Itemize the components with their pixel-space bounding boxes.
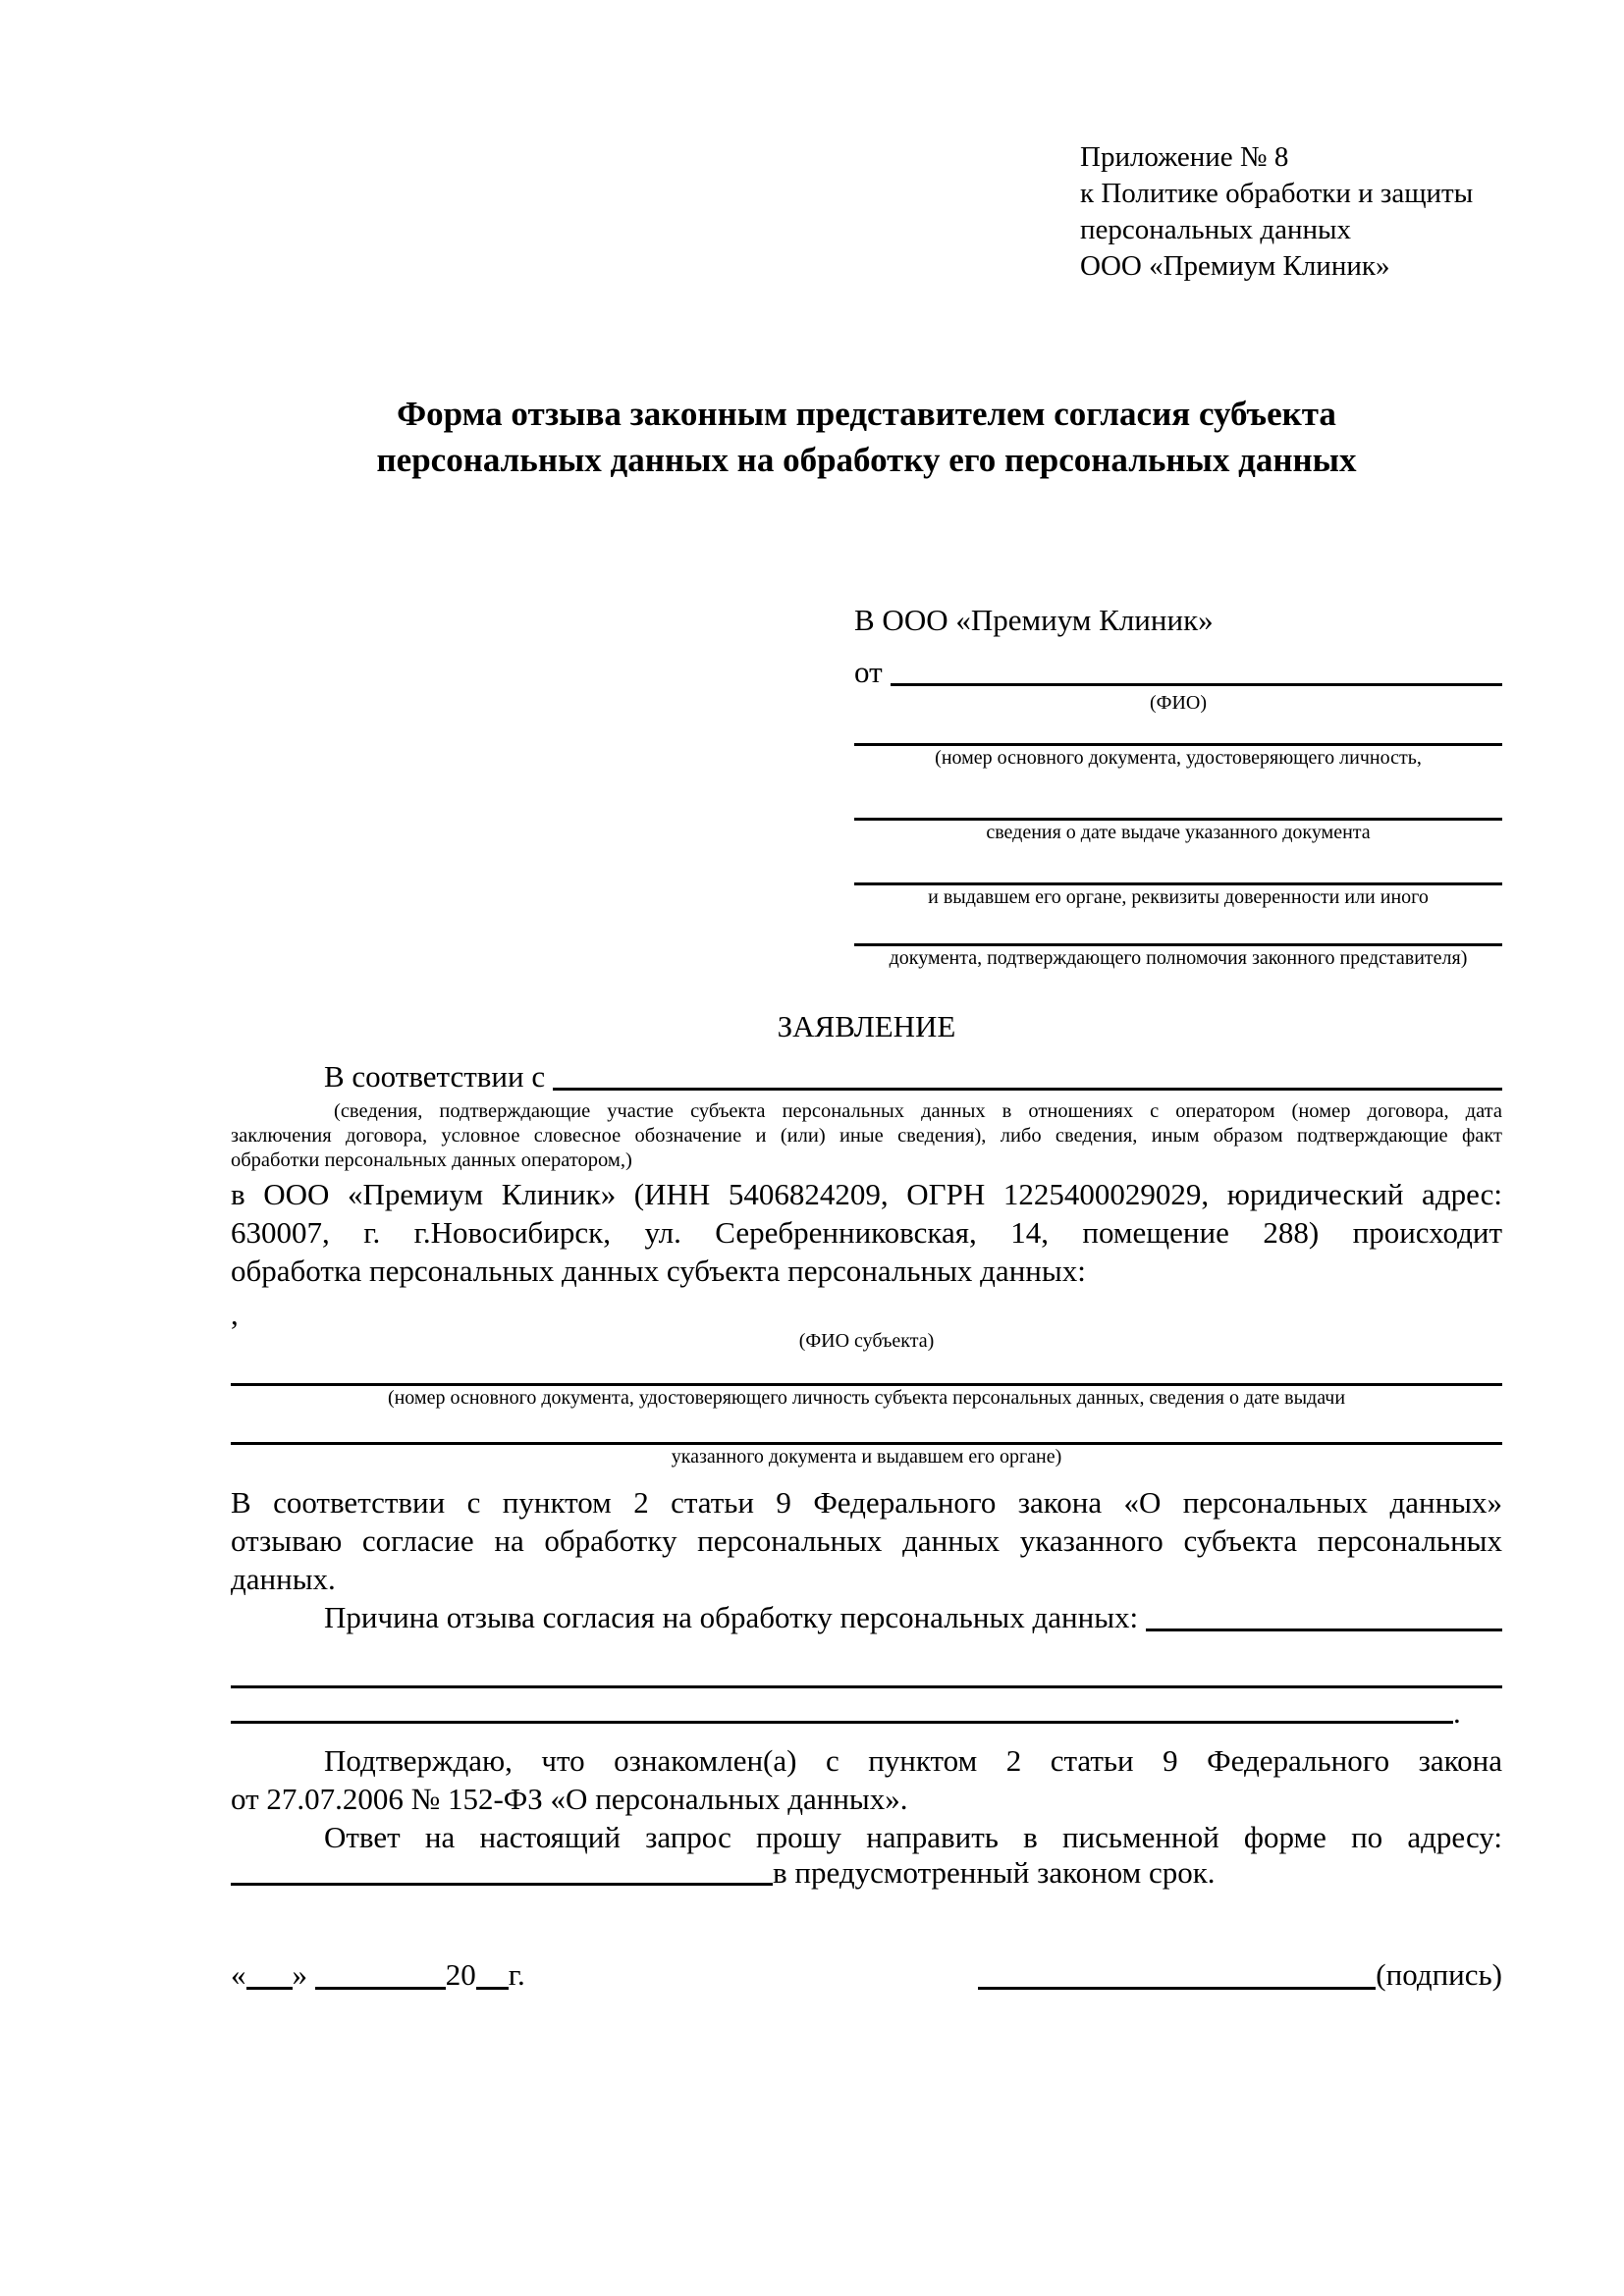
withdrawal-line-2: отзываю согласие на обработку персональных данных указанного субъекта персональных bbox=[231, 1523, 1502, 1558]
from-label: от bbox=[854, 655, 883, 689]
fio-caption: (ФИО) bbox=[1149, 692, 1207, 714]
date-year-suffix: г. bbox=[508, 1957, 525, 1992]
subject-doc-group-1 bbox=[231, 1381, 1502, 1411]
intro-note bbox=[231, 1099, 1502, 1173]
signature-group bbox=[978, 1955, 1502, 1994]
date-year-prefix: 20 bbox=[445, 1957, 476, 1992]
date-day-blank bbox=[246, 1965, 293, 1990]
intro-note-line-2: заключения договора, условное словесное обозначение и (или) иные сведения), либо сведения, иным образом подтверждающие факт bbox=[231, 1125, 1502, 1147]
date-close-quote: » bbox=[292, 1957, 307, 1992]
from-blank-line bbox=[891, 653, 1502, 686]
field-group-4 bbox=[854, 941, 1502, 971]
operator-line-1: в ООО «Премиум Клиник» (ИНН 5406824209, ОГРН 1225400029029, юридический адрес: bbox=[231, 1177, 1502, 1211]
intro-note-line-1: (сведения, подтверждающие участие субъекта персональных данных в отношениях с оператором (номер договора, дата bbox=[334, 1100, 1502, 1122]
field-group-2 bbox=[854, 816, 1502, 845]
appendix-line-1: Приложение № 8 bbox=[1080, 141, 1289, 173]
appendix-line-2: к Политике обработки и защиты bbox=[1080, 178, 1474, 209]
operator-line-2: 630007, г. г.Новосибирск, ул. Серебренниковская, 14, помещение 288) происходит bbox=[231, 1215, 1502, 1250]
operator-line-3: обработка персональных данных субъекта персональных данных: bbox=[231, 1254, 1086, 1288]
confirm-paragraph bbox=[231, 1741, 1502, 1818]
field-group-3 bbox=[854, 881, 1502, 910]
blank-line-period: . bbox=[1453, 1695, 1461, 1730]
confirm-line-2: от 27.07.2006 № 152-ФЗ «О персональных данных». bbox=[231, 1782, 908, 1816]
withdrawal-line-1: В соответствии с пунктом 2 статьи 9 Федерального закона «О персональных данных» bbox=[231, 1485, 1502, 1520]
response-paragraph bbox=[231, 1818, 1502, 1890]
signature-blank-line bbox=[978, 1965, 1376, 1990]
reason-blank-line bbox=[1146, 1598, 1502, 1631]
statement-heading: ЗАЯВЛЕНИЕ bbox=[777, 1009, 956, 1043]
field-caption-3: и выдавшем его органе, реквизиты доверенности или иного bbox=[928, 886, 1429, 908]
withdrawal-paragraph bbox=[231, 1483, 1502, 1598]
field-caption-4: документа, подтверждающего полномочия законного представителя) bbox=[889, 947, 1468, 969]
statement-body bbox=[231, 1007, 1502, 1890]
addressee-block bbox=[854, 601, 1502, 971]
subject-fio-comma: , bbox=[231, 1297, 239, 1331]
response-suffix: в предусмотренный законом срок. bbox=[773, 1855, 1216, 1890]
date-year-blank bbox=[476, 1965, 509, 1990]
appendix-header bbox=[1080, 139, 1532, 285]
reason-row bbox=[231, 1598, 1502, 1636]
blank-line bbox=[231, 1698, 1453, 1724]
subject-fio-caption: (ФИО субъекта) bbox=[798, 1330, 935, 1352]
confirm-line-1: Подтверждаю, что ознакомлен(а) с пунктом 2 статьи 9 Федерального закона bbox=[324, 1743, 1502, 1778]
address-blank-line bbox=[231, 1856, 773, 1886]
date-month-blank bbox=[315, 1965, 446, 1990]
subject-doc-caption-2: указанного документа и выдавшем его органе) bbox=[671, 1446, 1062, 1468]
intro-label: В соответствии с bbox=[324, 1059, 546, 1094]
title-line-2: персональных данных на обработку его персональных данных bbox=[376, 441, 1357, 479]
response-label: Ответ на настоящий запрос прошу направить в письменной форме по адресу: bbox=[324, 1820, 1502, 1854]
blank-line-row bbox=[231, 1695, 1502, 1730]
intro-blank-line bbox=[553, 1057, 1502, 1091]
title-line-1: Форма отзыва законным представителем согласия субъекта bbox=[397, 395, 1336, 433]
reason-label: Причина отзыва согласия на обработку персональных данных: bbox=[324, 1600, 1139, 1634]
blank-line bbox=[231, 1683, 1502, 1688]
date-open-quote: « bbox=[231, 1957, 246, 1992]
appendix-line-4: ООО «Премиум Клиник» bbox=[1080, 250, 1390, 282]
from-row bbox=[854, 653, 1502, 691]
subject-fio-row bbox=[231, 1297, 1502, 1331]
document-title bbox=[231, 391, 1502, 483]
date-group bbox=[231, 1955, 525, 1994]
footer-row bbox=[231, 1955, 1502, 1994]
subject-doc-group-2 bbox=[231, 1440, 1502, 1469]
response-address-row bbox=[231, 1856, 1502, 1890]
intro-note-line-3: обработки персональных данных оператором,) bbox=[231, 1149, 632, 1171]
field-caption-1: (номер основного документа, удостоверяющего личность, bbox=[935, 747, 1422, 769]
field-group-1 bbox=[854, 741, 1502, 771]
appendix-line-3: персональных данных bbox=[1080, 214, 1352, 245]
signature-caption: (подпись) bbox=[1376, 1957, 1502, 1992]
addressee-to: В ООО «Премиум Клиник» bbox=[854, 603, 1214, 637]
intro-row bbox=[231, 1057, 1502, 1095]
subject-doc-caption-1: (номер основного документа, удостоверяющего личность субъекта персональных данных, сведения о дате выдачи bbox=[387, 1387, 1346, 1409]
operator-paragraph bbox=[231, 1175, 1502, 1290]
withdrawal-line-3: данных. bbox=[231, 1562, 336, 1596]
field-caption-2: сведения о дате выдаче указанного документа bbox=[986, 822, 1371, 843]
